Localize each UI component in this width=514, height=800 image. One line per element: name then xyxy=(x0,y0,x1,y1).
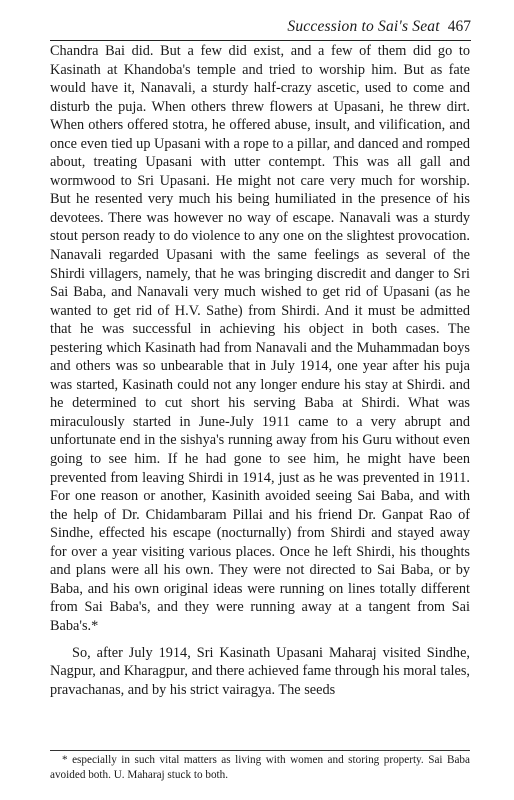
paragraph-1: Chandra Bai did. But a few did exist, and a few of them did go to Kasinath at Khandoba's temple and tried to worship him. But as fate would have it, Nanavali, a sturdy half-crazy ascetic, used to come and disturb the puja. When others threw flowers at Upasani, he threw dirt. When others offered stotra, he offered abuse, insult, and vilification, and once even tied up Upasani with a rope to a pillar, and danced and romped about, treating Upasani with utter contempt. This was all gall and wormwood to Sri Upasani. He might not care very much for worship. But he resented very much his being humiliated in the presence of his devotees. There was however no way of escape. Nanavali was a sturdy stout person ready to do violence to any one on the slightest provocation. Nanavali regarded Upasani with the same feelings as several of the Shirdi villagers, namely, that he was bringing discredit and danger to Sri Sai Baba, and Nanavali very much wished to get rid of Upasani (as he wanted to get rid of H.V. Sathe) from Shirdi. And it must be admitted that he was successful in achieving his object in both cases. The pestering which Kasinath had from Nanavali and the Muhammadan boys and others was so unbearable that in July 1914, one year after his puja was started, Kasinath could not any longer endure his stay at Shirdi. and he determined to cut short his serving Baba at Shirdi. What was miraculously started in June-July 1911 came to a very abrupt and unfortunate end in the sishya's running away from his Guru without even going to see him. If he had gone to see him, he might have been prevented from leaving Shirdi in 1914, just as he was prevented in 1911. For one reason or another, Kasinith avoided seeing Sai Baba, and with the help of Dr. Chidambaram Pillai and his friend Dr. Ganpat Rao of Sindhe, effected his escape (nocturnally) from Shirdi and stayed away for over a year visiting various places. Once he left Shirdi, his thoughts and plans were all his own. They were not directed to Sai Baba, or by Baba, and his own original ideas were running on lines totally different from Sai Baba's, and they were running away at a tangent from Sai Baba's.* xyxy=(50,43,470,634)
body-text xyxy=(50,42,470,699)
footnote-rule xyxy=(50,750,470,751)
paragraph-2: So, after July 1914, Sri Kasinath Upasani Maharaj visited Sindhe, Nagpur, and Kharagpur, and there achieved fame through his moral tales, pravachanas, and by his strict vairagya. The seeds xyxy=(50,644,470,698)
running-header xyxy=(50,14,471,41)
running-title: Succession to Sai's Seat xyxy=(287,18,440,35)
footnote: * especially in such vital matters as living with women and storing property. Sai Baba avoided both. U. Maharaj stuck to both. xyxy=(50,754,470,781)
page-number: 467 xyxy=(447,18,471,35)
